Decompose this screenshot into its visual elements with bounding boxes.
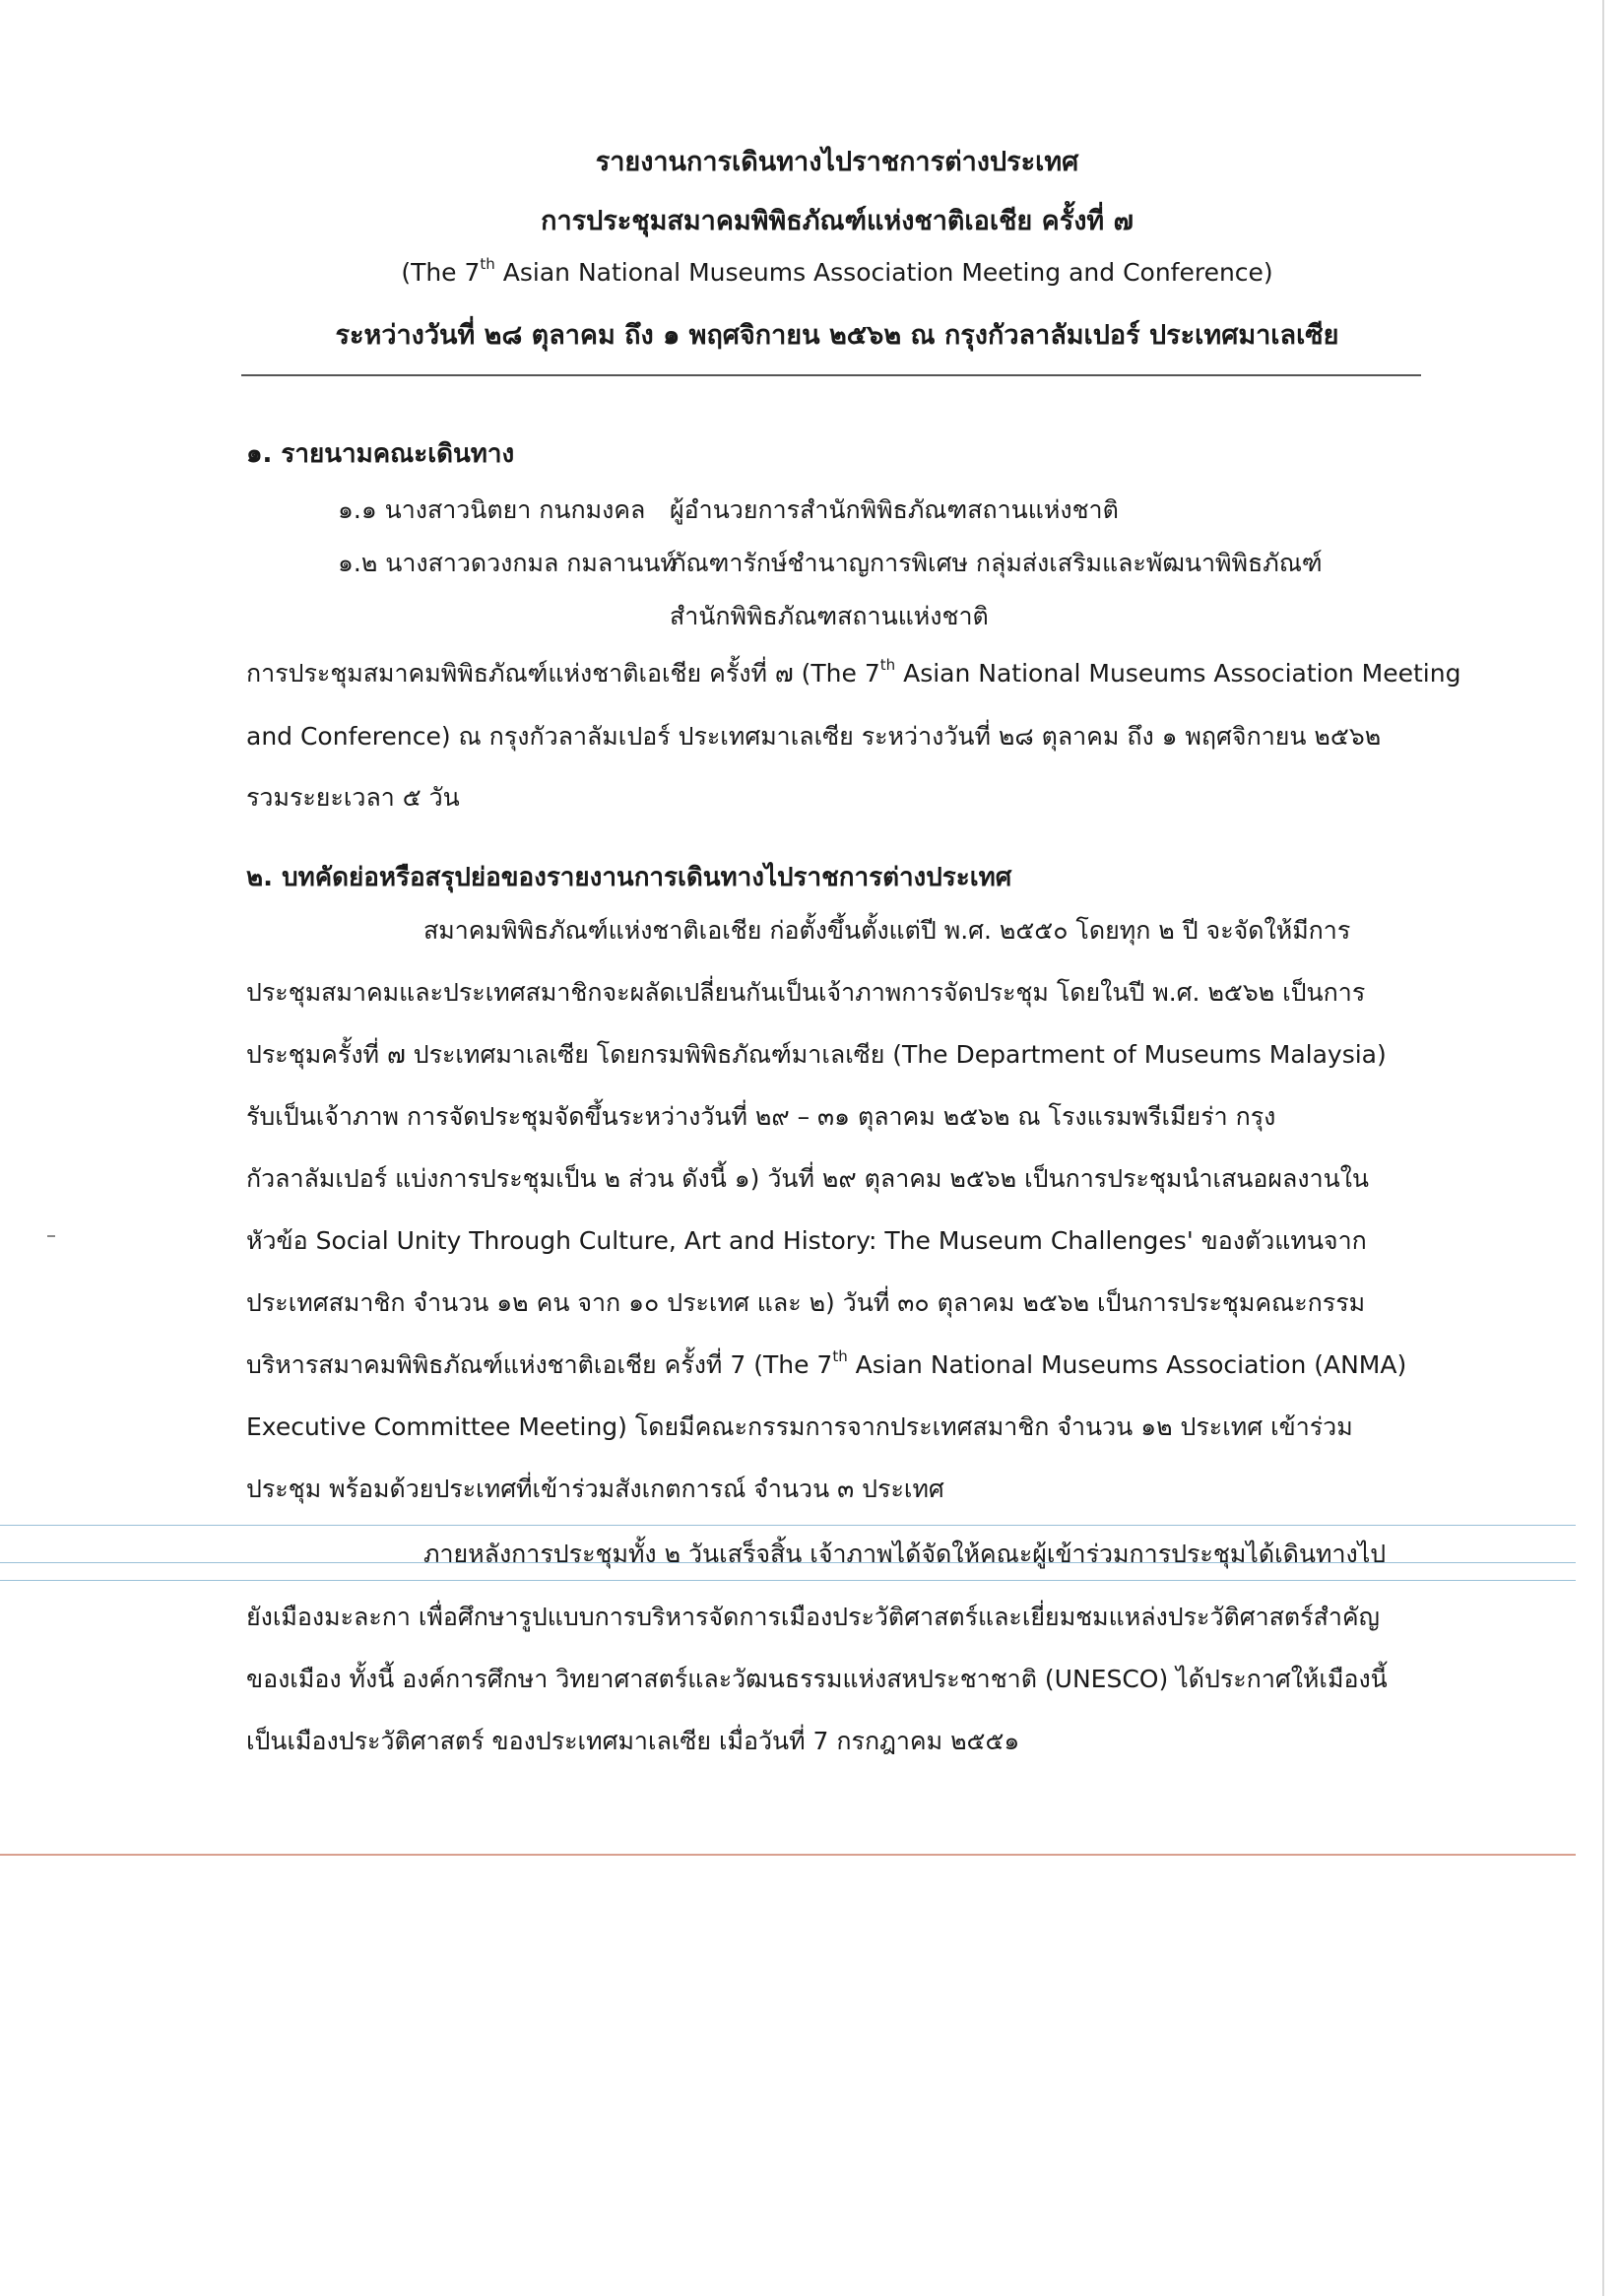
p2-line: เป็นเมืองประวัติศาสตร์ ของประเทศมาเลเซีย เมื่อวันที่ 7 กรกฎาคม ๒๕๕๑ xyxy=(246,1727,1020,1755)
p1-line: รับเป็นเจ้าภาพ การจัดประชุมจัดขึ้นระหว่างวันที่ ๒๙ – ๓๑ ตุลาคม ๒๕๖๒ ณ โรงแรมพรีเมียร่า กรุง xyxy=(246,1102,1276,1131)
title-line-4: ระหว่างวันที่ ๒๘ ตุลาคม ถึง ๑ พฤศจิกายน ๒๕๖๒ ณ กรุงกัวลาลัมเปอร์ ประเทศมาเลเซีย xyxy=(335,320,1339,351)
section-1-para-line-1 xyxy=(246,654,1460,693)
page-edge xyxy=(1602,0,1604,2296)
section-2-heading: ๒. บทคัดย่อหรือสรุปย่อของรายงานการเดินทางไปราชการต่างประเทศ xyxy=(246,863,1012,892)
member-2-name: ๑.๒ นางสาวดวงกมล กมลานนท์ xyxy=(338,549,677,577)
member-2-position-line2: สำนักพิพิธภัณฑสถานแห่งชาติ xyxy=(670,602,989,630)
title-line-1: รายงานการเดินทางไปราชการต่างประเทศ xyxy=(595,147,1079,177)
p1-line-8 xyxy=(246,1345,1406,1385)
scan-line-red xyxy=(0,1854,1576,1856)
p1-line: ประชุม พร้อมด้วยประเทศที่เข้าร่วมสังเกตการณ์ จำนวน ๓ ประเทศ xyxy=(246,1475,944,1503)
p1-line: ประชุมสมาคมและประเทศสมาชิกจะผลัดเปลี่ยนกันเป็นเจ้าภาพการจัดประชุม โดยในปี พ.ศ. ๒๕๖๒ เป็นการ xyxy=(246,978,1366,1007)
p1-line-8-text: บริหารสมาคมพิพิธภัณฑ์แห่งชาติเอเชีย ครั้งที่ 7 (The 7 xyxy=(246,1350,833,1379)
scan-line xyxy=(0,1525,1576,1526)
p1-line: สมาคมพิพิธภัณฑ์แห่งชาติเอเชีย ก่อตั้งขึ้นตั้งแต่ปี พ.ศ. ๒๕๕๐ โดยทุก ๒ ปี จะจัดให้มีการ xyxy=(423,916,1351,945)
title-line-3-tail: Asian National Museums Association Meeting and Conference) xyxy=(494,258,1273,287)
p1-line: ประชุมครั้งที่ ๗ ประเทศมาเลเซีย โดยกรมพิพิธภัณฑ์มาเลเซีย (The Department of Museums Malaysia) xyxy=(246,1040,1387,1069)
p1-line: กัวลาลัมเปอร์ แบ่งการประชุมเป็น ๒ ส่วน ดังนี้ ๑) วันที่ ๒๙ ตุลาคม ๒๕๖๒ เป็นการประชุมนำเสนอผลงานใน xyxy=(246,1164,1370,1193)
member-1-name: ๑.๑ นางสาวนิตยา กนกมงคล xyxy=(338,495,646,524)
p1-line: หัวข้อ Social Unity Through Culture, Art and History: The Museum Challenges' ของตัวแทนจาก xyxy=(246,1226,1367,1255)
p1-line-8-sup: th xyxy=(832,1346,848,1365)
section-1-para-line-3: รวมระยะเวลา ๕ วัน xyxy=(246,783,460,812)
p2-line: ยังเมืองมะละกา เพื่อศึกษารูปแบบการบริหารจัดการเมืองประวัติศาสตร์และเยี่ยมชมแหล่งประวัติศาสตร์สำคัญ xyxy=(246,1603,1380,1631)
section-1-para-line-2: and Conference) ณ กรุงกัวลาลัมเปอร์ ประเทศมาเลเซีย ระหว่างวันที่ ๒๘ ตุลาคม ถึง ๑ พฤศจิกายน ๒๕๖๒ xyxy=(246,722,1382,751)
title-line-3-sup: th xyxy=(480,254,495,273)
p2-line: ของเมือง ทั้งนี้ องค์การศึกษา วิทยาศาสตร์และวัฒนธรรมแห่งสหประชาชาติ (UNESCO) ได้ประกาศให้เมืองนี้ xyxy=(246,1665,1388,1693)
title-line-3-text: (The 7 xyxy=(401,258,481,287)
para-line-1-sup: th xyxy=(879,655,896,674)
p2-line: ภายหลังการประชุมทั้ง ๒ วันเสร็จสิ้น เจ้าภาพได้จัดให้คณะผู้เข้าร่วมการประชุมได้เดินทางไป xyxy=(423,1540,1387,1568)
margin-mark xyxy=(47,1235,55,1237)
member-2-position: ภัณฑารักษ์ชำนาญการพิเศษ กลุ่มส่งเสริมและพัฒนาพิพิธภัณฑ์ xyxy=(670,549,1323,577)
header-divider xyxy=(241,374,1421,376)
scan-line xyxy=(0,1580,1576,1581)
para-line-1-tail: Asian National Museums Association Meeting xyxy=(895,659,1461,688)
p1-line: Executive Committee Meeting) โดยมีคณะกรรมการจากประเทศสมาชิก จำนวน ๑๒ ประเทศ เข้าร่วม xyxy=(246,1412,1353,1441)
title-line-3 xyxy=(246,254,1428,287)
p1-line-8-tail: Asian National Museums Association (ANMA) xyxy=(847,1350,1407,1379)
p1-line: ประเทศสมาชิก จำนวน ๑๒ คน จาก ๑๐ ประเทศ และ ๒) วันที่ ๓๐ ตุลาคม ๒๕๖๒ เป็นการประชุมคณะกรรม xyxy=(246,1288,1366,1317)
member-1-position: ผู้อำนวยการสำนักพิพิธภัณฑสถานแห่งชาติ xyxy=(670,495,1119,524)
para-line-1-text: การประชุมสมาคมพิพิธภัณฑ์แห่งชาติเอเชีย ครั้งที่ ๗ (The 7 xyxy=(246,659,880,688)
section-1-heading: ๑. รายนามคณะเดินทาง xyxy=(246,439,515,469)
title-line-2: การประชุมสมาคมพิพิธภัณฑ์แห่งชาติเอเชีย ครั้งที่ ๗ xyxy=(541,206,1134,236)
